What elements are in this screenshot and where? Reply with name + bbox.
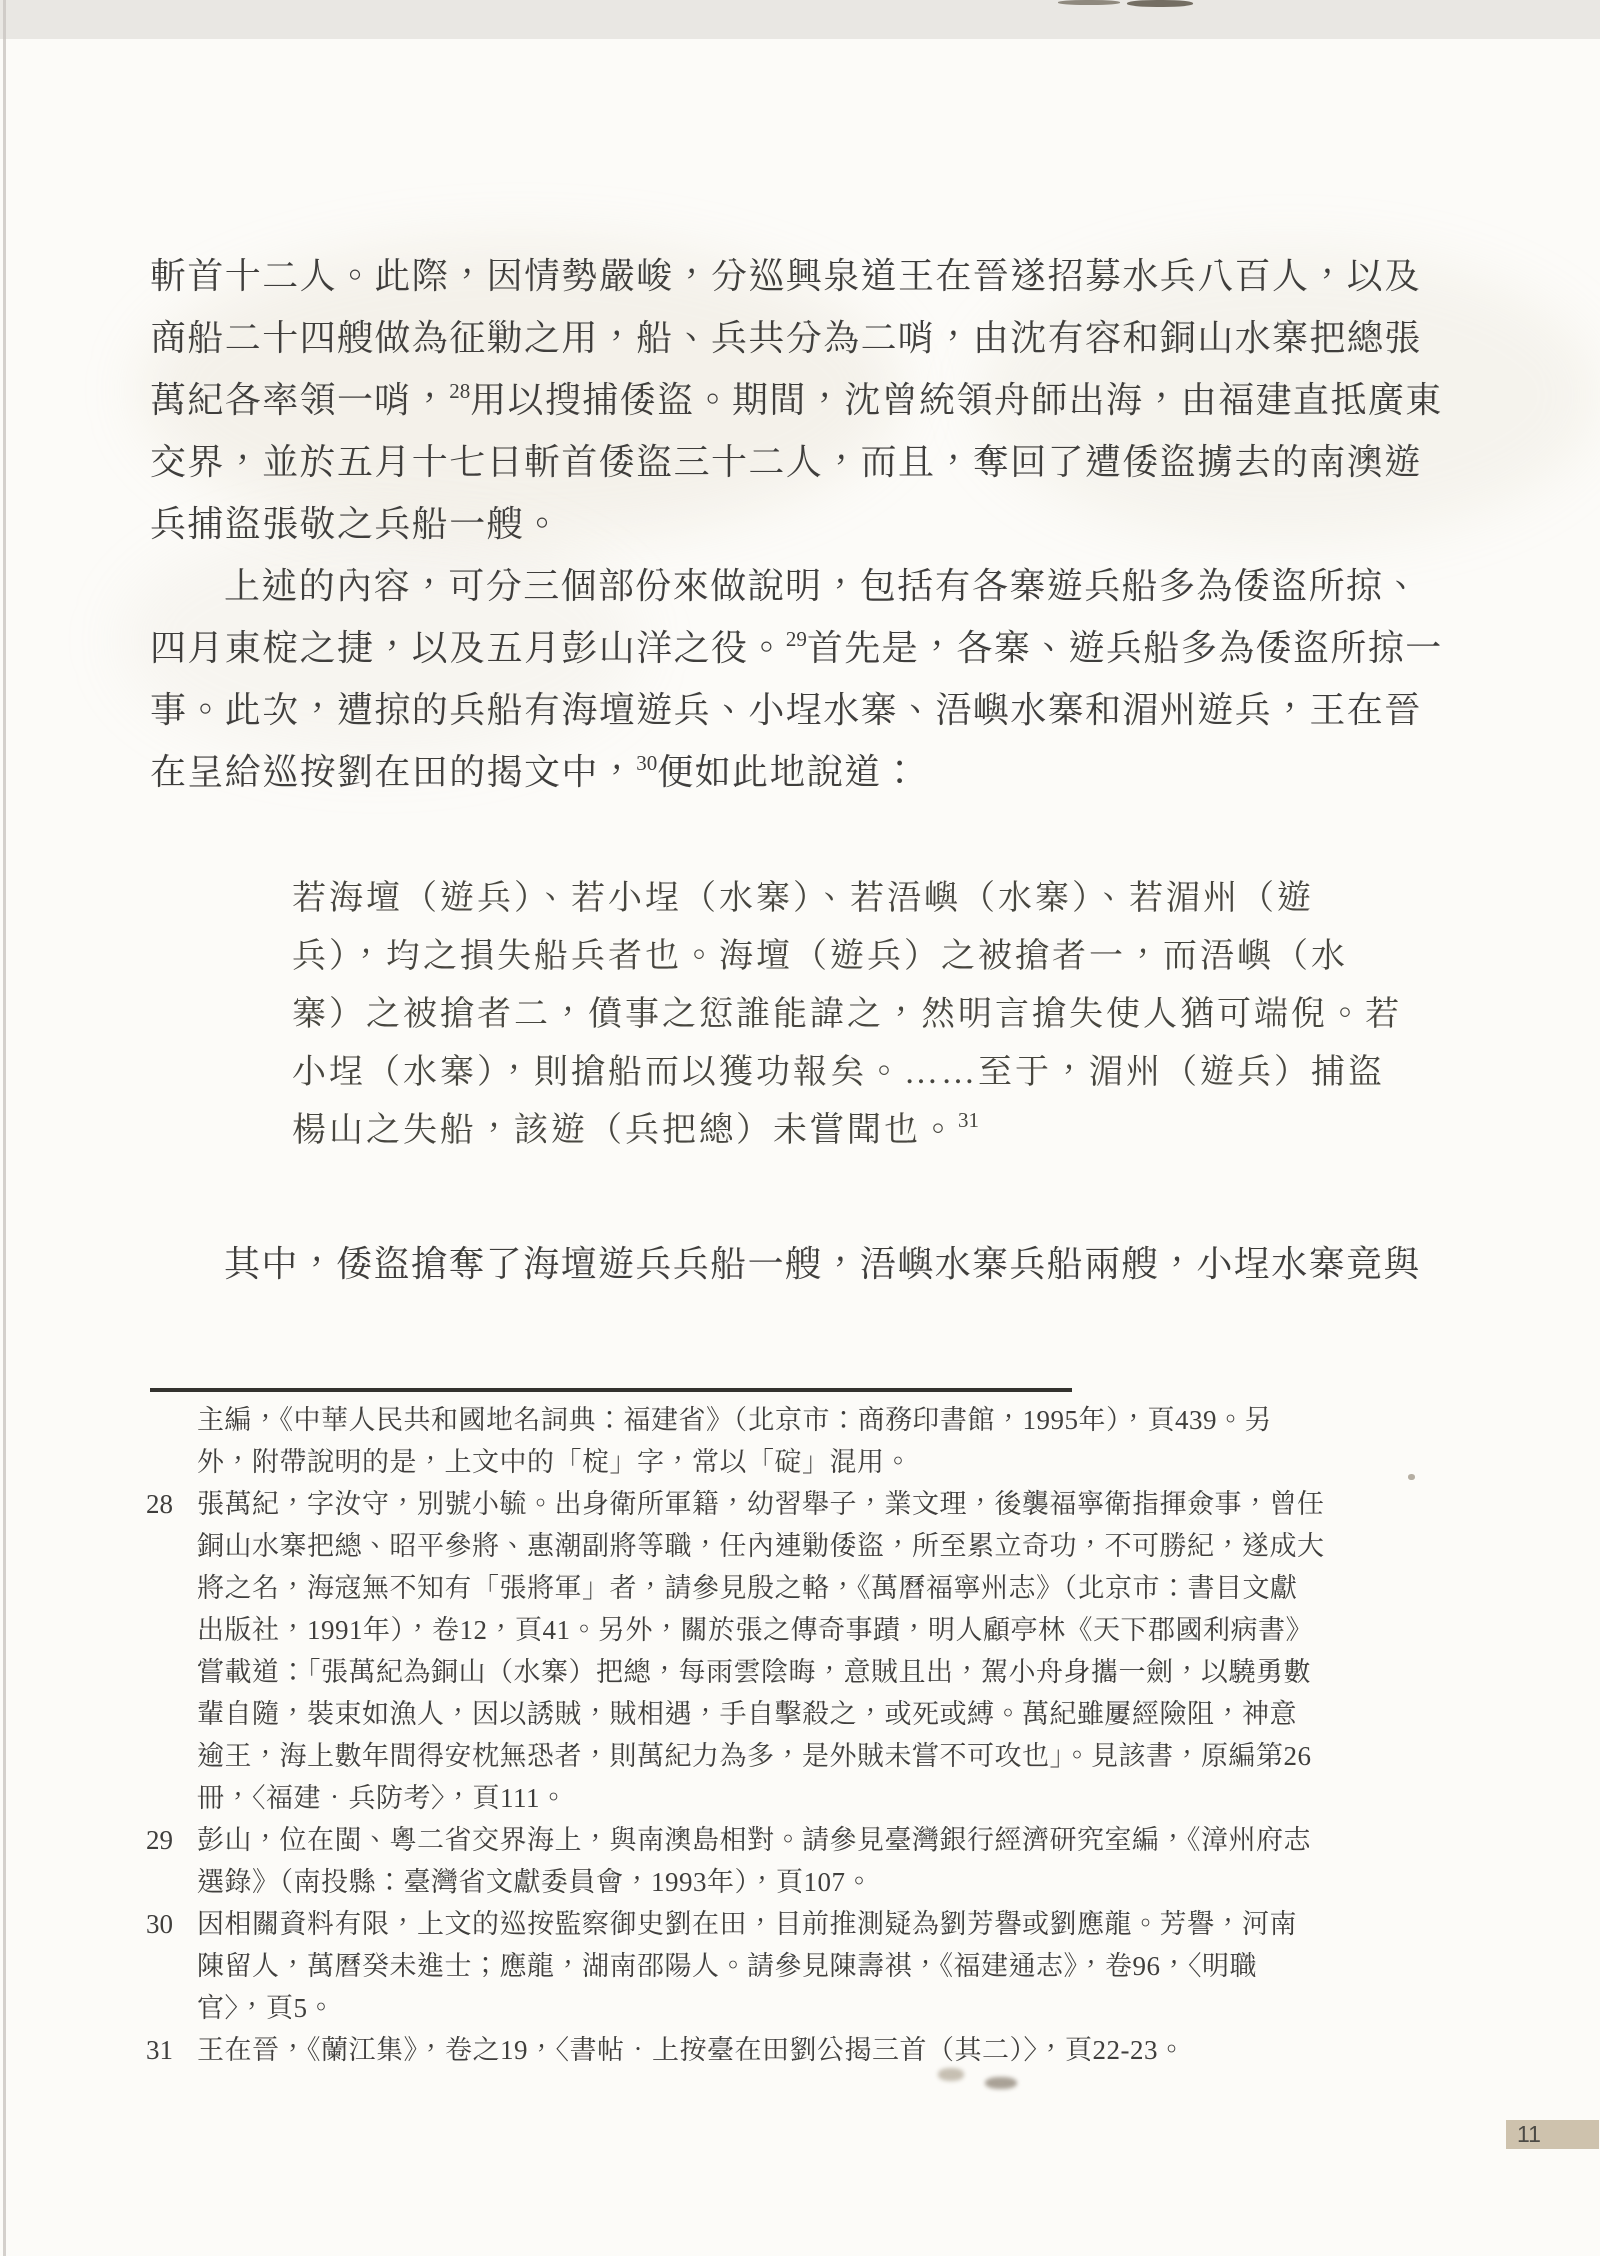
text-line: 出版社，1991年），卷12，頁41。另外，關於張之傳奇事蹟，明人顧亭林《天下郡國利病書》 — [197, 1615, 1313, 1645]
text-line: 寨）之被搶者二，僨事之愆誰能諱之，然明言搶失使人猶可端倪。若 — [292, 996, 1402, 1033]
text-line: 銅山水寨把總、昭平參將、惠潮副將等職，任內連勦倭盜，所至累立奇功，不可勝紀，遂成大 — [197, 1531, 1325, 1561]
text-line: 外，附帶說明的是，上文中的「椗」字，常以「碇」混用。 — [197, 1447, 912, 1477]
footnote-ref: 30 — [636, 751, 658, 775]
text-line: 兵），均之損失船兵者也。海壇（遊兵）之被搶者一，而浯嶼（水 — [292, 938, 1348, 975]
ink-smudge — [985, 2077, 1017, 2089]
text-line: 斬首十二人。此際，因情勢嚴峻，分巡興泉道王在晉遂招募水兵八百人，以及 — [150, 256, 1422, 296]
text-line: 兵捕盜張敬之兵船一艘。 — [150, 504, 562, 544]
page-number: 11 — [1506, 2120, 1599, 2149]
footnote-number: 29 — [146, 1825, 173, 1855]
text-line: 30 因相關資料有限，上文的巡按監察御史劉在田，目前推測疑為劉芳譽或劉應龍。芳譽，河南 — [146, 1903, 1416, 1945]
footnote-ref: 31 — [958, 1108, 979, 1132]
text-line: 31 王在晉，《蘭江集》，卷之19，〈書帖．上按臺在田劉公揭三首（其二）〉，頁22-23。 — [146, 2029, 1416, 2071]
text-line: 28 張萬紀，字汝守，別號小毓。出身衛所軍籍，幼習舉子，業文理，後襲福寧衛指揮僉事，曾任 — [146, 1483, 1416, 1525]
text-line: 29 彭山，位在閩、粵二省交界海上，與南澳島相對。請參見臺灣銀行經濟研究室編，《漳州府志 — [146, 1819, 1416, 1861]
footnote-ref: 28 — [449, 379, 471, 403]
text-line: 若海壇（遊兵）、若小埕（水寨）、若浯嶼（水寨）、若湄州（遊 — [292, 880, 1314, 917]
text-line: 小埕（水寨），則搶船而以獲功報矣。……至于，湄州（遊兵）捕盜 — [292, 1054, 1385, 1091]
text-line: 事。此次，遭掠的兵船有海壇遊兵、小埕水寨、浯嶼水寨和湄州遊兵，王在晉 — [150, 690, 1422, 730]
text-line: 商船二十四艘做為征勦之用，船、兵共分為二哨，由沈有容和銅山水寨把總張 — [150, 318, 1422, 358]
text-line: 將之名，海寇無不知有「張將軍」者，請參見殷之輅，《萬曆福寧州志》（北京市：書目文獻 — [197, 1573, 1298, 1603]
text-line: 楊山之失船，該遊（兵把總）未嘗聞也。$^{31}$ — [292, 1108, 979, 1149]
scan-smudge — [1058, 0, 1120, 5]
scan-top-band — [0, 0, 1600, 39]
footnote-separator-rule — [150, 1388, 1072, 1392]
body-paragraphs — [150, 245, 1443, 803]
text-line: 官〉，頁5。 — [197, 1993, 335, 2023]
footnote-number: 28 — [146, 1489, 173, 1519]
text-line: 其中，倭盜搶奪了海壇遊兵兵船一艘，浯嶼水寨兵船兩艘，小埕水寨竟與 — [224, 1244, 1421, 1284]
text-line: 冊，〈福建．兵防考〉，頁111。 — [197, 1783, 568, 1813]
text-line: 輩自隨，裝束如漁人，因以誘賊，賊相遇，手自擊殺之，或死或縛。萬紀雖屢經險阻，神意 — [197, 1699, 1297, 1729]
text-line: 在呈給巡按劉在田的揭文中，$^{30}$便如此地說道： — [150, 751, 920, 792]
footnote-ref: 29 — [785, 627, 807, 651]
scan-smudge — [1127, 0, 1193, 7]
text-line: 上述的內容，可分三個部份來做說明，包括有各寨遊兵船多為倭盜所掠、 — [224, 566, 1421, 606]
text-line: 交界，並於五月十七日斬首倭盜三十二人，而且，奪回了遭倭盜擄去的南澳遊 — [150, 442, 1422, 482]
text-line: 陳留人，萬曆癸未進士；應龍，湖南邵陽人。請參見陳壽祺，《福建通志》，卷96，〈明職 — [197, 1951, 1257, 1981]
body-paragraph-after-quote — [150, 1233, 1421, 1295]
scan-edge-line — [3, 0, 6, 2256]
footnote-number: 31 — [146, 2035, 173, 2065]
block-quote — [292, 870, 1432, 1160]
footnote-number: 30 — [146, 1909, 173, 1939]
text-line: 萬紀各率領一哨，$^{28}$用以搜捕倭盜。期間，沈曾統領舟師出海，由福建直抵廣東 — [150, 379, 1443, 420]
text-line: 四月東椗之捷，以及五月彭山洋之役。$^{29}$首先是，各寨、遊兵船多為倭盜所掠一 — [150, 627, 1443, 668]
text-line: 嘗載道：「張萬紀為銅山（水寨）把總，每雨雲陰晦，意賊且出，駕小舟身攜一劍，以驍勇數 — [197, 1657, 1311, 1687]
text-line: 逾王，海上數年間得安枕無恐者，則萬紀力為多，是外賊未嘗不可攻也」。見該書，原編第26 — [197, 1741, 1312, 1771]
text-line: 主編，《中華人民共和國地名詞典：福建省》（北京市：商務印書館，1995年），頁439。另 — [197, 1405, 1272, 1435]
text-line: 選錄》（南投縣：臺灣省文獻委員會，1993年），頁107。 — [197, 1867, 873, 1897]
footnotes-block — [146, 1399, 1416, 2071]
